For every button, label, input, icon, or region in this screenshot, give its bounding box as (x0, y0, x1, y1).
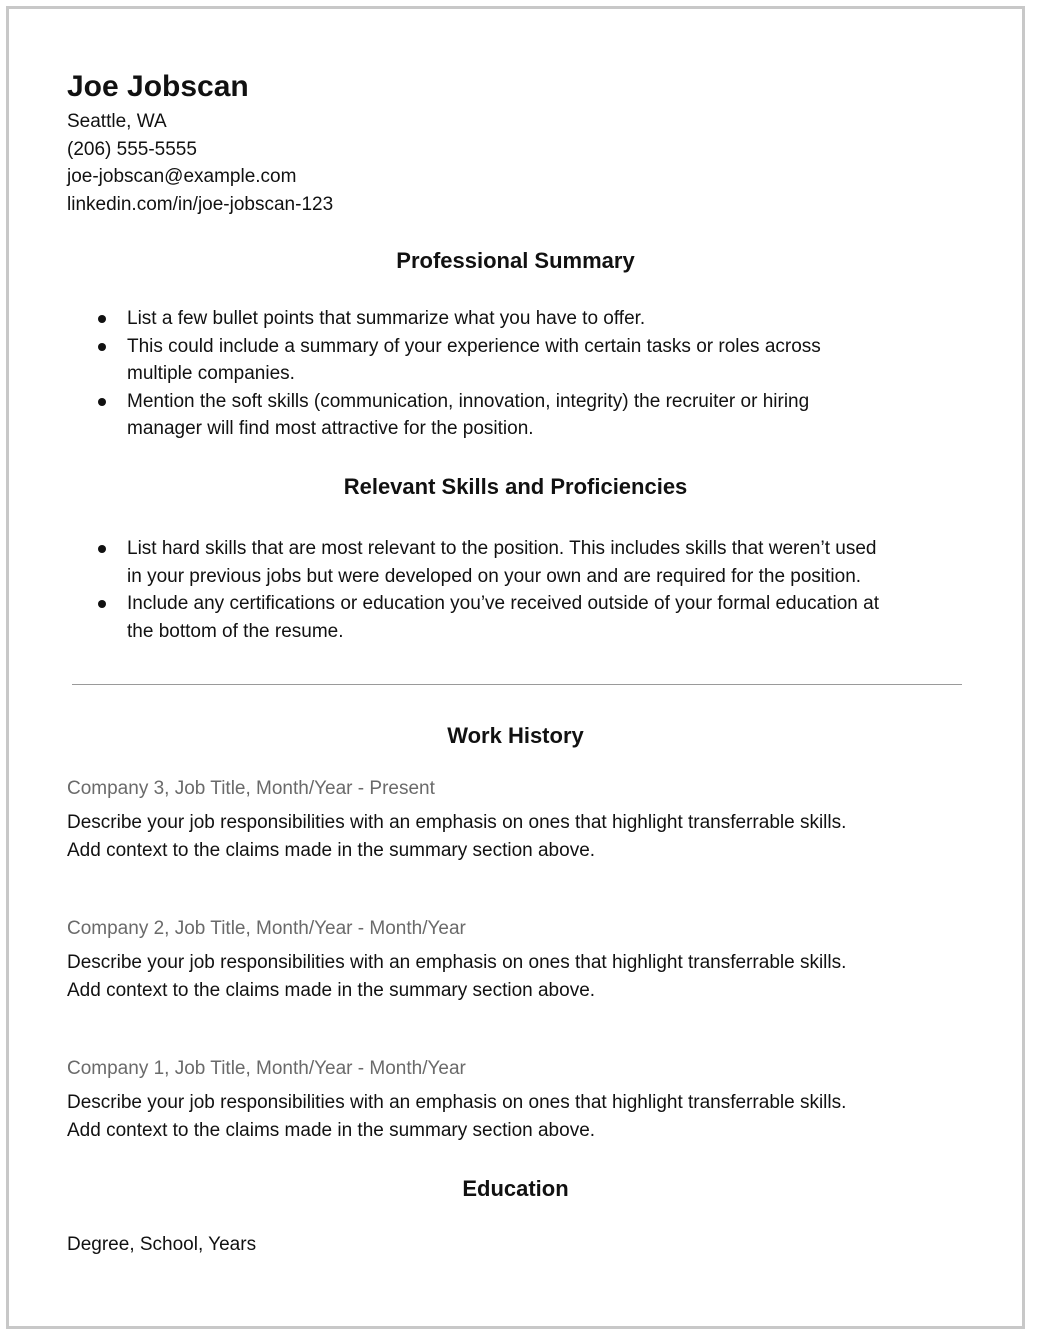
candidate-name: Joe Jobscan (67, 70, 249, 103)
bullet-line: Mention the soft skills (communication, innovation, integrity) the recruiter or hiring (127, 390, 810, 412)
contact-block (67, 108, 333, 218)
summary-bullet (67, 305, 977, 333)
summary-bullet-list (67, 305, 977, 443)
bullet-dot-icon (98, 600, 106, 608)
job-header: Company 3, Job Title, Month/Year - Present (67, 778, 435, 799)
skills-bullet (67, 590, 977, 645)
contact-phone: (206) 555-5555 (67, 138, 197, 160)
bullet-line: This could include a summary of your experience with certain tasks or roles across (127, 335, 821, 357)
bullet-line: List hard skills that are most relevant to the position. This includes skills that weren’t used (127, 538, 877, 559)
job-description-line: Add context to the claims made in the summary section above. (67, 839, 596, 861)
job-description-line: Describe your job responsibilities with an emphasis on ones that highlight transferrable skills. (67, 812, 847, 833)
contact-email: joe-jobscan@example.com (67, 166, 297, 187)
bullet-dot-icon (98, 315, 106, 323)
job-header: Company 1, Job Title, Month/Year - Month/Year (67, 1058, 466, 1079)
job-description (67, 1089, 977, 1144)
resume-content (9, 9, 1022, 1326)
job-description (67, 809, 977, 864)
bullet-line: in your previous jobs but were developed on your own and are required for the position. (127, 565, 862, 587)
bullet-line: the bottom of the resume. (127, 620, 344, 642)
resume-page (6, 6, 1025, 1329)
bullet-dot-icon (98, 398, 106, 406)
section-title-work-history: Work History (447, 723, 584, 748)
skills-bullet-list (67, 535, 977, 645)
job-header: Company 2, Job Title, Month/Year - Month/Year (67, 918, 466, 939)
summary-bullet (67, 388, 977, 443)
section-title-professional-summary: Professional Summary (396, 248, 635, 273)
bullet-line: manager will find most attractive for the position. (127, 418, 534, 439)
summary-bullet (67, 333, 977, 388)
job-description-line: Add context to the claims made in the summary section above. (67, 979, 596, 1001)
job-description-line: Describe your job responsibilities with an emphasis on ones that highlight transferrable skills. (67, 1092, 847, 1113)
skills-bullet (67, 535, 977, 590)
job-description (67, 949, 977, 1004)
section-title-education: Education (462, 1176, 569, 1201)
contact-linkedin: linkedin.com/in/joe-jobscan-123 (67, 193, 334, 215)
contact-location: Seattle, WA (67, 111, 167, 132)
job-description-line: Add context to the claims made in the summary section above. (67, 1119, 596, 1141)
bullet-line: multiple companies. (127, 363, 295, 384)
bullet-dot-icon (98, 343, 106, 351)
education-entry: Degree, School, Years (67, 1234, 257, 1255)
bullet-line: List a few bullet points that summarize what you have to offer. (127, 308, 646, 329)
section-title-relevant-skills: Relevant Skills and Proficiencies (343, 474, 688, 499)
section-divider (72, 684, 962, 685)
bullet-dot-icon (98, 545, 106, 553)
bullet-line: Include any certifications or education you’ve received outside of your formal education at (127, 593, 879, 614)
job-description-line: Describe your job responsibilities with an emphasis on ones that highlight transferrable skills. (67, 952, 847, 973)
